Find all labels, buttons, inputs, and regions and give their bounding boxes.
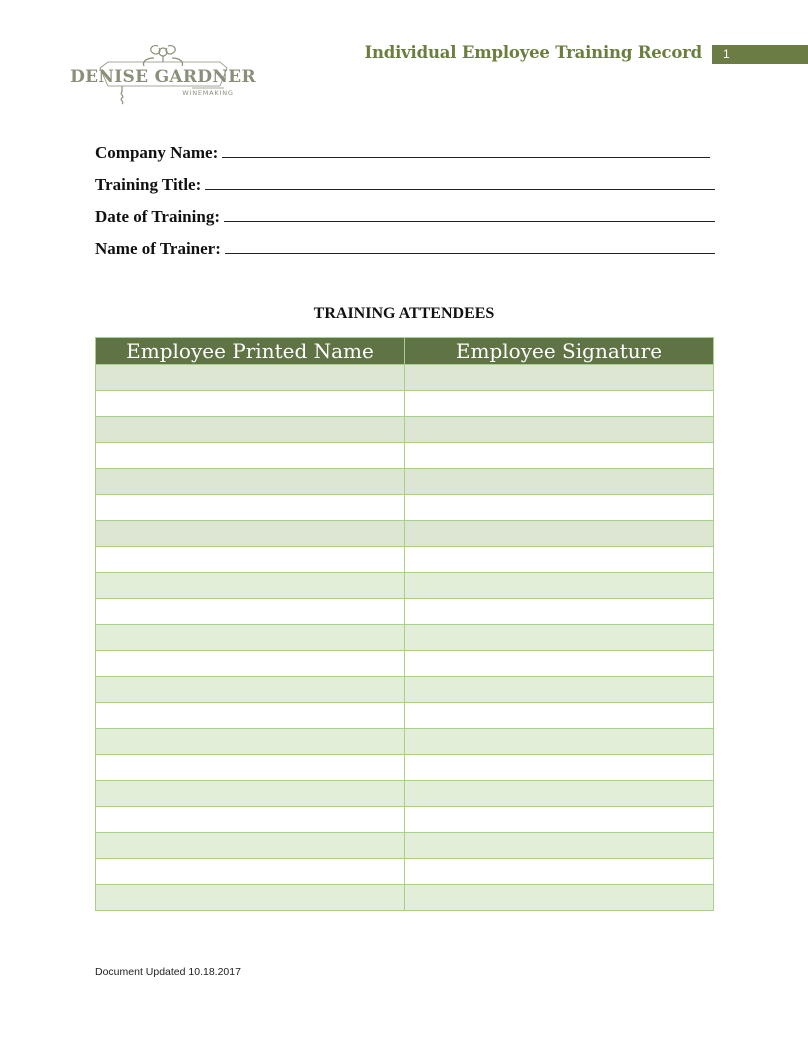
employee-name-cell[interactable] (96, 651, 405, 677)
employee-signature-header: Employee Signature (405, 338, 714, 365)
table-row (96, 781, 714, 807)
table-row (96, 469, 714, 495)
employee-printed-name-header: Employee Printed Name (96, 338, 405, 365)
svg-text:DENISE GARDNER: DENISE GARDNER (70, 67, 256, 87)
table-row (96, 573, 714, 599)
table-row (96, 521, 714, 547)
employee-signature-cell[interactable] (405, 365, 714, 391)
attendee-rows (96, 365, 714, 911)
name-of-trainer-line[interactable] (225, 239, 715, 254)
employee-name-cell[interactable] (96, 365, 405, 391)
employee-signature-cell[interactable] (405, 833, 714, 859)
date-of-training-row (95, 207, 715, 239)
employee-name-cell[interactable] (96, 391, 405, 417)
employee-signature-cell[interactable] (405, 859, 714, 885)
employee-name-cell[interactable] (96, 703, 405, 729)
table-row (96, 833, 714, 859)
employee-name-cell[interactable] (96, 677, 405, 703)
employee-signature-cell[interactable] (405, 391, 714, 417)
employee-signature-cell[interactable] (405, 729, 714, 755)
employee-name-cell[interactable] (96, 521, 405, 547)
form-fields (95, 143, 715, 271)
table-row (96, 807, 714, 833)
employee-signature-cell[interactable] (405, 417, 714, 443)
employee-name-cell[interactable] (96, 729, 405, 755)
employee-signature-cell[interactable] (405, 547, 714, 573)
date-of-training-line[interactable] (224, 207, 715, 222)
employee-signature-cell[interactable] (405, 469, 714, 495)
table-row (96, 391, 714, 417)
svg-text:WINEMAKING: WINEMAKING (182, 89, 234, 97)
employee-signature-cell[interactable] (405, 599, 714, 625)
section-title: TRAINING ATTENDEES (313, 305, 495, 322)
table-row (96, 625, 714, 651)
training-title-label: Training Title: (95, 175, 202, 194)
table-row (96, 547, 714, 573)
employee-signature-cell[interactable] (405, 755, 714, 781)
employee-signature-cell[interactable] (405, 807, 714, 833)
table-header-row (96, 338, 714, 365)
employee-signature-cell[interactable] (405, 443, 714, 469)
employee-signature-cell[interactable] (405, 781, 714, 807)
employee-signature-cell[interactable] (405, 703, 714, 729)
employee-signature-cell[interactable] (405, 677, 714, 703)
table-row (96, 651, 714, 677)
employee-signature-cell[interactable] (405, 885, 714, 911)
table-row (96, 495, 714, 521)
employee-name-cell[interactable] (96, 469, 405, 495)
document-updated-footer: Document Updated 10.18.2017 (95, 966, 241, 978)
employee-name-cell[interactable] (96, 417, 405, 443)
table-row (96, 365, 714, 391)
date-of-training-label: Date of Training: (95, 207, 220, 226)
company-name-label: Company Name: (95, 143, 219, 162)
employee-signature-cell[interactable] (405, 495, 714, 521)
employee-signature-cell[interactable] (405, 651, 714, 677)
employee-name-cell[interactable] (96, 885, 405, 911)
company-name-row (95, 143, 715, 175)
training-title-row (95, 175, 715, 207)
employee-name-cell[interactable] (96, 859, 405, 885)
employee-name-cell[interactable] (96, 573, 405, 599)
table-row (96, 417, 714, 443)
employee-name-cell[interactable] (96, 781, 405, 807)
training-title-line[interactable] (205, 175, 715, 190)
employee-name-cell[interactable] (96, 755, 405, 781)
company-logo (70, 42, 256, 108)
employee-name-cell[interactable] (96, 833, 405, 859)
table-row (96, 729, 714, 755)
employee-name-cell[interactable] (96, 443, 405, 469)
employee-signature-cell[interactable] (405, 521, 714, 547)
employee-name-cell[interactable] (96, 599, 405, 625)
table-row (96, 755, 714, 781)
document-title: Individual Employee Training Record (364, 43, 702, 62)
table-row (96, 443, 714, 469)
table-row (96, 677, 714, 703)
employee-signature-cell[interactable] (405, 625, 714, 651)
attendees-table (95, 337, 714, 911)
employee-signature-cell[interactable] (405, 573, 714, 599)
table-row (96, 885, 714, 911)
company-name-line[interactable] (222, 143, 710, 158)
table-row (96, 859, 714, 885)
employee-name-cell[interactable] (96, 807, 405, 833)
table-row (96, 703, 714, 729)
name-of-trainer-label: Name of Trainer: (95, 239, 221, 258)
employee-name-cell[interactable] (96, 625, 405, 651)
name-of-trainer-row (95, 239, 715, 271)
table-row (96, 599, 714, 625)
page-number-badge: 1 (712, 45, 808, 64)
employee-name-cell[interactable] (96, 547, 405, 573)
employee-name-cell[interactable] (96, 495, 405, 521)
